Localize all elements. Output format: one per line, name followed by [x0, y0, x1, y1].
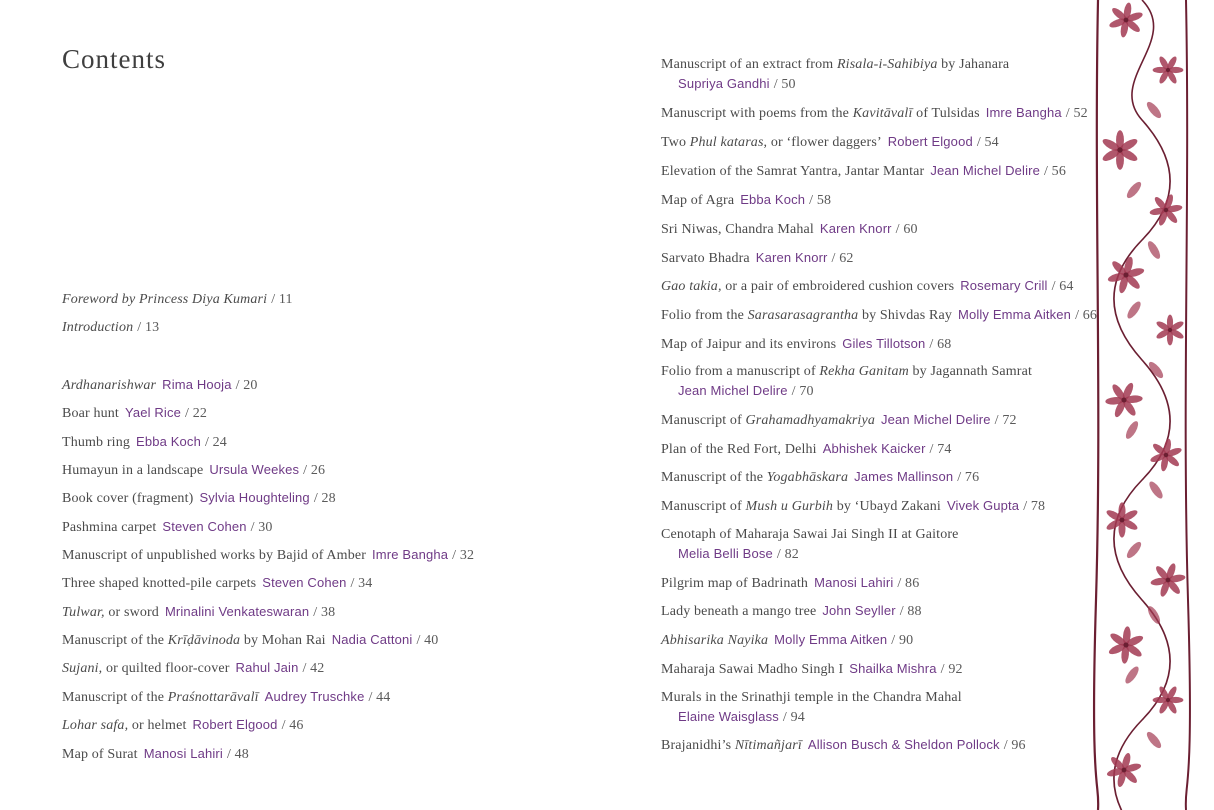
entry-author: Karen Knorr	[755, 250, 828, 265]
entry-title	[661, 222, 814, 237]
entry-author: Imre Bangha	[372, 547, 449, 562]
toc-entry[interactable]	[661, 190, 831, 210]
toc-entry[interactable]	[661, 276, 1074, 296]
toc-entry[interactable]	[62, 715, 304, 735]
toc-entry[interactable]	[62, 375, 258, 395]
entry-title	[62, 718, 187, 733]
entry-title-italic: Tulwar,	[62, 605, 105, 620]
entry-author: Karen Knorr	[819, 221, 892, 236]
toc-entry[interactable]	[661, 688, 962, 727]
entry-page-number: / 58	[809, 193, 832, 208]
entry-page-number: / 82	[776, 547, 799, 562]
entry-page-number: / 76	[957, 470, 980, 485]
entry-title-text: , or ‘flower daggers’	[763, 135, 882, 150]
entry-title-text: Pashmina carpet	[62, 520, 157, 535]
entry-title-italic: Praśnottarāvalī	[167, 690, 259, 705]
entry-page-number: / 52	[1065, 106, 1088, 121]
entry-author: Giles Tillotson	[842, 336, 926, 351]
entry-title-text: Brajanidhi’s	[661, 738, 735, 753]
flower-motif	[1145, 189, 1186, 231]
entry-title-text: Manuscript of	[661, 413, 746, 428]
entry-page-number: / 68	[929, 337, 952, 352]
entry-title	[661, 470, 848, 485]
entry-title-text: or sword	[104, 605, 159, 620]
entry-page-number: / 24	[204, 435, 227, 450]
toc-entry[interactable]	[661, 601, 922, 621]
entry-page-number: / 34	[350, 576, 373, 591]
toc-entry[interactable]	[62, 318, 159, 337]
entry-title-italic: Krīḍāvinoda	[167, 633, 241, 648]
toc-entry[interactable]	[661, 362, 1032, 401]
entry-author: Rima Hooja	[162, 377, 232, 392]
entry-author: Jean Michel Delire	[930, 163, 1040, 178]
entry-title-text: Map of Jaipur and its environs	[661, 337, 837, 352]
toc-entry[interactable]	[62, 630, 438, 650]
entry-page-number: / 42	[302, 661, 325, 676]
entry-title-text: by Mohan Rai	[240, 633, 326, 648]
entry-title-text: Folio from a manuscript of	[661, 364, 820, 379]
entry-author: Imre Bangha	[985, 105, 1062, 120]
border-line-left	[1094, 0, 1098, 810]
entry-title-italic: Grahamadhyamakriya	[745, 413, 875, 428]
entry-title	[661, 633, 768, 648]
flower-motif	[1103, 749, 1145, 792]
entry-title-text: Manuscript of the	[62, 690, 168, 705]
entry-page-number: / 48	[226, 747, 249, 762]
entry-page-number: / 44	[368, 690, 391, 705]
entry-title	[661, 193, 734, 208]
toc-entry[interactable]	[661, 735, 1026, 755]
page-title: Contents	[62, 44, 167, 74]
entry-author: Mrinalini Venkateswaran	[164, 604, 310, 619]
entry-title-italic: Introduction	[62, 320, 134, 335]
toc-entry[interactable]	[62, 517, 273, 537]
entry-page-number: / 92	[940, 662, 963, 677]
entry-author: Molly Emma Aitken	[957, 307, 1072, 322]
floral-border-decoration	[1086, 0, 1214, 810]
entry-author: Vivek Gupta	[946, 498, 1020, 513]
entry-title	[62, 576, 256, 591]
entry-title	[62, 378, 156, 393]
entry-title-text: Boar hunt	[62, 406, 119, 421]
toc-entry[interactable]	[661, 439, 952, 459]
entry-page-number: / 13	[137, 320, 160, 335]
flower-motif	[1101, 130, 1139, 170]
entry-author: Manosi Lahiri	[814, 575, 894, 590]
entry-title-text: Two	[661, 135, 690, 150]
leaf-motif	[1125, 300, 1143, 321]
toc-entry[interactable]	[661, 55, 1009, 94]
entry-author: Rosemary Crill	[960, 278, 1048, 293]
entry-title	[62, 406, 119, 421]
entry-author: John Seyller	[822, 603, 896, 618]
toc-entry[interactable]	[62, 602, 335, 622]
entry-title	[661, 279, 954, 294]
entry-title-text: Manuscript with poems from the	[661, 106, 853, 121]
leaf-motif	[1123, 665, 1141, 686]
entry-author: Ebba Koch	[136, 434, 201, 449]
entry-title-text: Book cover (fragment)	[62, 491, 194, 506]
entry-page-number: / 11	[271, 292, 293, 307]
toc-entry[interactable]	[62, 290, 293, 309]
entry-page-number: / 96	[1003, 738, 1026, 753]
entry-page-number: / 22	[185, 406, 207, 421]
flower-motif	[1100, 375, 1149, 424]
toc-entry[interactable]	[62, 573, 372, 593]
entry-page-number: / 32	[452, 548, 475, 563]
entry-title-text: Lady beneath a mango tree	[661, 604, 817, 619]
entry-title	[661, 662, 843, 677]
toc-entry[interactable]	[62, 545, 474, 565]
entry-author: Steven Cohen	[262, 575, 347, 590]
entry-title-text: Humayun in a landscape	[62, 463, 204, 478]
entry-title-italic: Sarasarasagrantha	[747, 308, 859, 323]
toc-entry[interactable]	[661, 467, 979, 487]
entry-title	[62, 435, 130, 450]
entry-author: Shailka Mishra	[849, 661, 937, 676]
leaf-motif	[1124, 419, 1141, 440]
entry-title	[661, 337, 836, 352]
entry-title	[661, 527, 959, 542]
leaf-motif	[1125, 180, 1144, 200]
toc-entry[interactable]	[661, 334, 951, 354]
leaf-motif	[1147, 480, 1165, 501]
entry-title-text: or helmet	[128, 718, 187, 733]
entry-title-text: Map of Surat	[62, 747, 138, 762]
entry-author: Manosi Lahiri	[143, 746, 223, 761]
entry-title-text: Elevation of the Samrat Yantra, Jantar Mantar	[661, 164, 925, 179]
entry-title-italic: Foreword by Princess Diya Kumari	[62, 292, 268, 307]
entry-title-text: Sarvato Bhadra	[661, 251, 750, 266]
entry-author: Supriya Gandhi	[678, 76, 770, 91]
flower-motif	[1106, 625, 1145, 665]
entry-title	[661, 604, 816, 619]
entry-title-italic: Mush u Gurbih	[745, 499, 834, 514]
entry-page-number: / 74	[929, 442, 952, 457]
entry-page-number: / 66	[1075, 308, 1098, 323]
entry-author: Rahul Jain	[235, 660, 299, 675]
flower-motif	[1105, 502, 1139, 537]
leaf-motif	[1125, 540, 1144, 560]
entry-title-italic: Gao takia,	[661, 279, 722, 294]
entry-title-text: by Jagannath Samrat	[908, 364, 1032, 379]
leaf-motif	[1145, 730, 1164, 750]
entry-title-text: by ‘Ubayd Zakani	[833, 499, 941, 514]
entry-title-text: of Tulsidas	[912, 106, 980, 121]
toc-entry[interactable]	[661, 219, 918, 239]
entry-title	[62, 292, 267, 307]
entry-title	[661, 690, 962, 705]
entry-page-number: / 78	[1023, 499, 1046, 514]
entry-page-number: / 28	[313, 491, 336, 506]
flower-motif	[1106, 0, 1146, 40]
toc-entry[interactable]	[661, 496, 1045, 516]
entry-title	[62, 661, 230, 676]
entry-title	[661, 164, 924, 179]
entry-title-italic: Sujani,	[62, 661, 103, 676]
entry-title-text: or a pair of embroidered cushion covers	[721, 279, 955, 294]
entry-author: Jean Michel Delire	[881, 412, 991, 427]
entry-title-italic: Risala-i-Sahibiya	[836, 57, 938, 72]
entry-author: James Mallinson	[854, 469, 954, 484]
entry-author: Ursula Weekes	[209, 462, 300, 477]
entry-title	[62, 633, 326, 648]
entry-author: Molly Emma Aitken	[774, 632, 888, 647]
entry-title-text: Map of Agra	[661, 193, 735, 208]
entry-author: Melia Belli Bose	[678, 546, 773, 561]
entry-title-text: Manuscript of the	[661, 470, 767, 485]
entry-title-italic: Nītimañjarī	[734, 738, 802, 753]
flower-motif	[1155, 315, 1185, 346]
entry-title	[62, 520, 156, 535]
toc-entry[interactable]	[661, 248, 854, 268]
entry-author: Robert Elgood	[192, 717, 278, 732]
entry-title-text: Sri Niwas, Chandra Mahal	[661, 222, 814, 237]
entry-title	[62, 548, 366, 563]
entry-page-number: / 62	[831, 251, 854, 266]
entry-author: Nadia Cattoni	[331, 632, 413, 647]
entry-title	[661, 308, 952, 323]
toc-entry[interactable]	[661, 410, 1017, 430]
border-line-right	[1186, 0, 1190, 810]
entry-title-text: Manuscript of	[661, 499, 746, 514]
toc-entry[interactable]	[661, 630, 913, 650]
entry-title	[661, 364, 1032, 379]
entry-title-text: Manuscript of unpublished works by Bajid of Amber	[62, 548, 367, 563]
entry-title-text: Folio from the	[661, 308, 748, 323]
entry-title-text: Plan of the Red Fort, Delhi	[661, 442, 817, 457]
entry-title	[661, 251, 750, 266]
entry-page-number: / 94	[782, 710, 805, 725]
entry-author: Yael Rice	[124, 405, 181, 420]
entry-title	[62, 690, 259, 705]
toc-entry[interactable]	[661, 659, 963, 679]
toc-entry[interactable]	[62, 403, 207, 423]
entry-author: Steven Cohen	[162, 519, 247, 534]
entry-title-text: by Shivdas Ray	[858, 308, 952, 323]
entry-page-number: / 56	[1043, 164, 1066, 179]
entry-title-italic: Rekha Ganitam	[819, 364, 909, 379]
entry-page-number: / 64	[1051, 279, 1074, 294]
entry-title-text: Pilgrim map of Badrinath	[661, 576, 809, 591]
entry-page-number: / 54	[976, 135, 999, 150]
flower-motif	[1147, 679, 1188, 721]
entry-page-number: / 72	[994, 413, 1017, 428]
entry-title-text: Murals in the Srinathji temple in the Chandra Mahal	[661, 690, 962, 705]
entry-title	[661, 106, 980, 121]
entry-page-number: / 26	[303, 463, 326, 478]
toc-entry[interactable]	[62, 687, 390, 707]
entry-page-number: / 50	[773, 77, 796, 92]
toc-entry[interactable]	[661, 132, 999, 152]
entry-title-italic: Abhisarika Nayika	[661, 633, 769, 648]
entry-author: Elaine Waisglass	[678, 709, 779, 724]
entry-title	[661, 738, 802, 753]
toc-entry[interactable]	[661, 161, 1066, 181]
entry-title	[62, 491, 193, 506]
toc-entry[interactable]	[62, 658, 324, 678]
entry-title-text: Thumb ring	[62, 435, 130, 450]
entry-title	[661, 57, 1009, 72]
entry-page-number: / 38	[313, 605, 336, 620]
entry-title-text: Maharaja Sawai Madho Singh I	[661, 662, 844, 677]
entry-title	[62, 463, 203, 478]
entry-title	[62, 605, 159, 620]
entry-title-text: Cenotaph of Maharaja Sawai Jai Singh II at Gaitore	[661, 527, 959, 542]
toc-entry[interactable]	[62, 744, 249, 764]
entry-title-text: Manuscript of the	[62, 633, 168, 648]
entry-title	[661, 499, 941, 514]
leaf-motif	[1146, 239, 1163, 260]
entry-title-italic: Yogabhāskara	[766, 470, 849, 485]
toc-entry[interactable]	[661, 103, 1088, 123]
entry-title-italic: Lohar safa,	[62, 718, 129, 733]
entry-page-number: / 60	[895, 222, 918, 237]
entry-title	[62, 747, 138, 762]
entry-title-text: Manuscript of an extract from	[661, 57, 837, 72]
entry-title	[62, 320, 133, 335]
flower-motif	[1147, 49, 1188, 91]
entry-page-number: / 40	[416, 633, 439, 648]
entry-title-italic: Kavitāvalī	[852, 106, 913, 121]
leaf-motif	[1145, 100, 1164, 120]
entry-page-number: / 20	[235, 378, 258, 393]
entry-title	[661, 413, 875, 428]
entry-page-number: / 90	[891, 633, 914, 648]
entry-title	[661, 442, 817, 457]
entry-title-italic: Phul kataras	[689, 135, 764, 150]
toc-entry[interactable]	[62, 432, 227, 452]
flower-motif	[1146, 558, 1190, 603]
entry-page-number: / 86	[897, 576, 920, 591]
entry-page-number: / 30	[250, 520, 273, 535]
toc-entry[interactable]	[661, 305, 1097, 325]
entry-title-italic: Ardhanarishwar	[62, 378, 157, 393]
entry-page-number: / 88	[899, 604, 922, 619]
toc-entry[interactable]	[661, 573, 919, 593]
toc-entry[interactable]	[62, 460, 325, 480]
entry-author: Audrey Truschke	[264, 689, 365, 704]
toc-entry[interactable]	[62, 488, 336, 508]
entry-author: Ebba Koch	[740, 192, 806, 207]
entry-author: Robert Elgood	[887, 134, 973, 149]
entry-author: Jean Michel Delire	[678, 383, 788, 398]
entry-title-text: by Jahanara	[937, 57, 1010, 72]
entry-page-number: / 70	[791, 384, 814, 399]
entry-author: Sylvia Houghteling	[199, 490, 310, 505]
entry-title-text: or quilted floor-cover	[102, 661, 230, 676]
entry-page-number: / 46	[281, 718, 304, 733]
entry-author: Abhishek Kaicker	[822, 441, 926, 456]
entry-title-text: Three shaped knotted-pile carpets	[62, 576, 257, 591]
entry-title	[661, 576, 808, 591]
entry-title	[661, 135, 882, 150]
entry-author: Allison Busch & Sheldon Pollock	[807, 737, 1000, 752]
toc-entry[interactable]	[661, 525, 959, 564]
